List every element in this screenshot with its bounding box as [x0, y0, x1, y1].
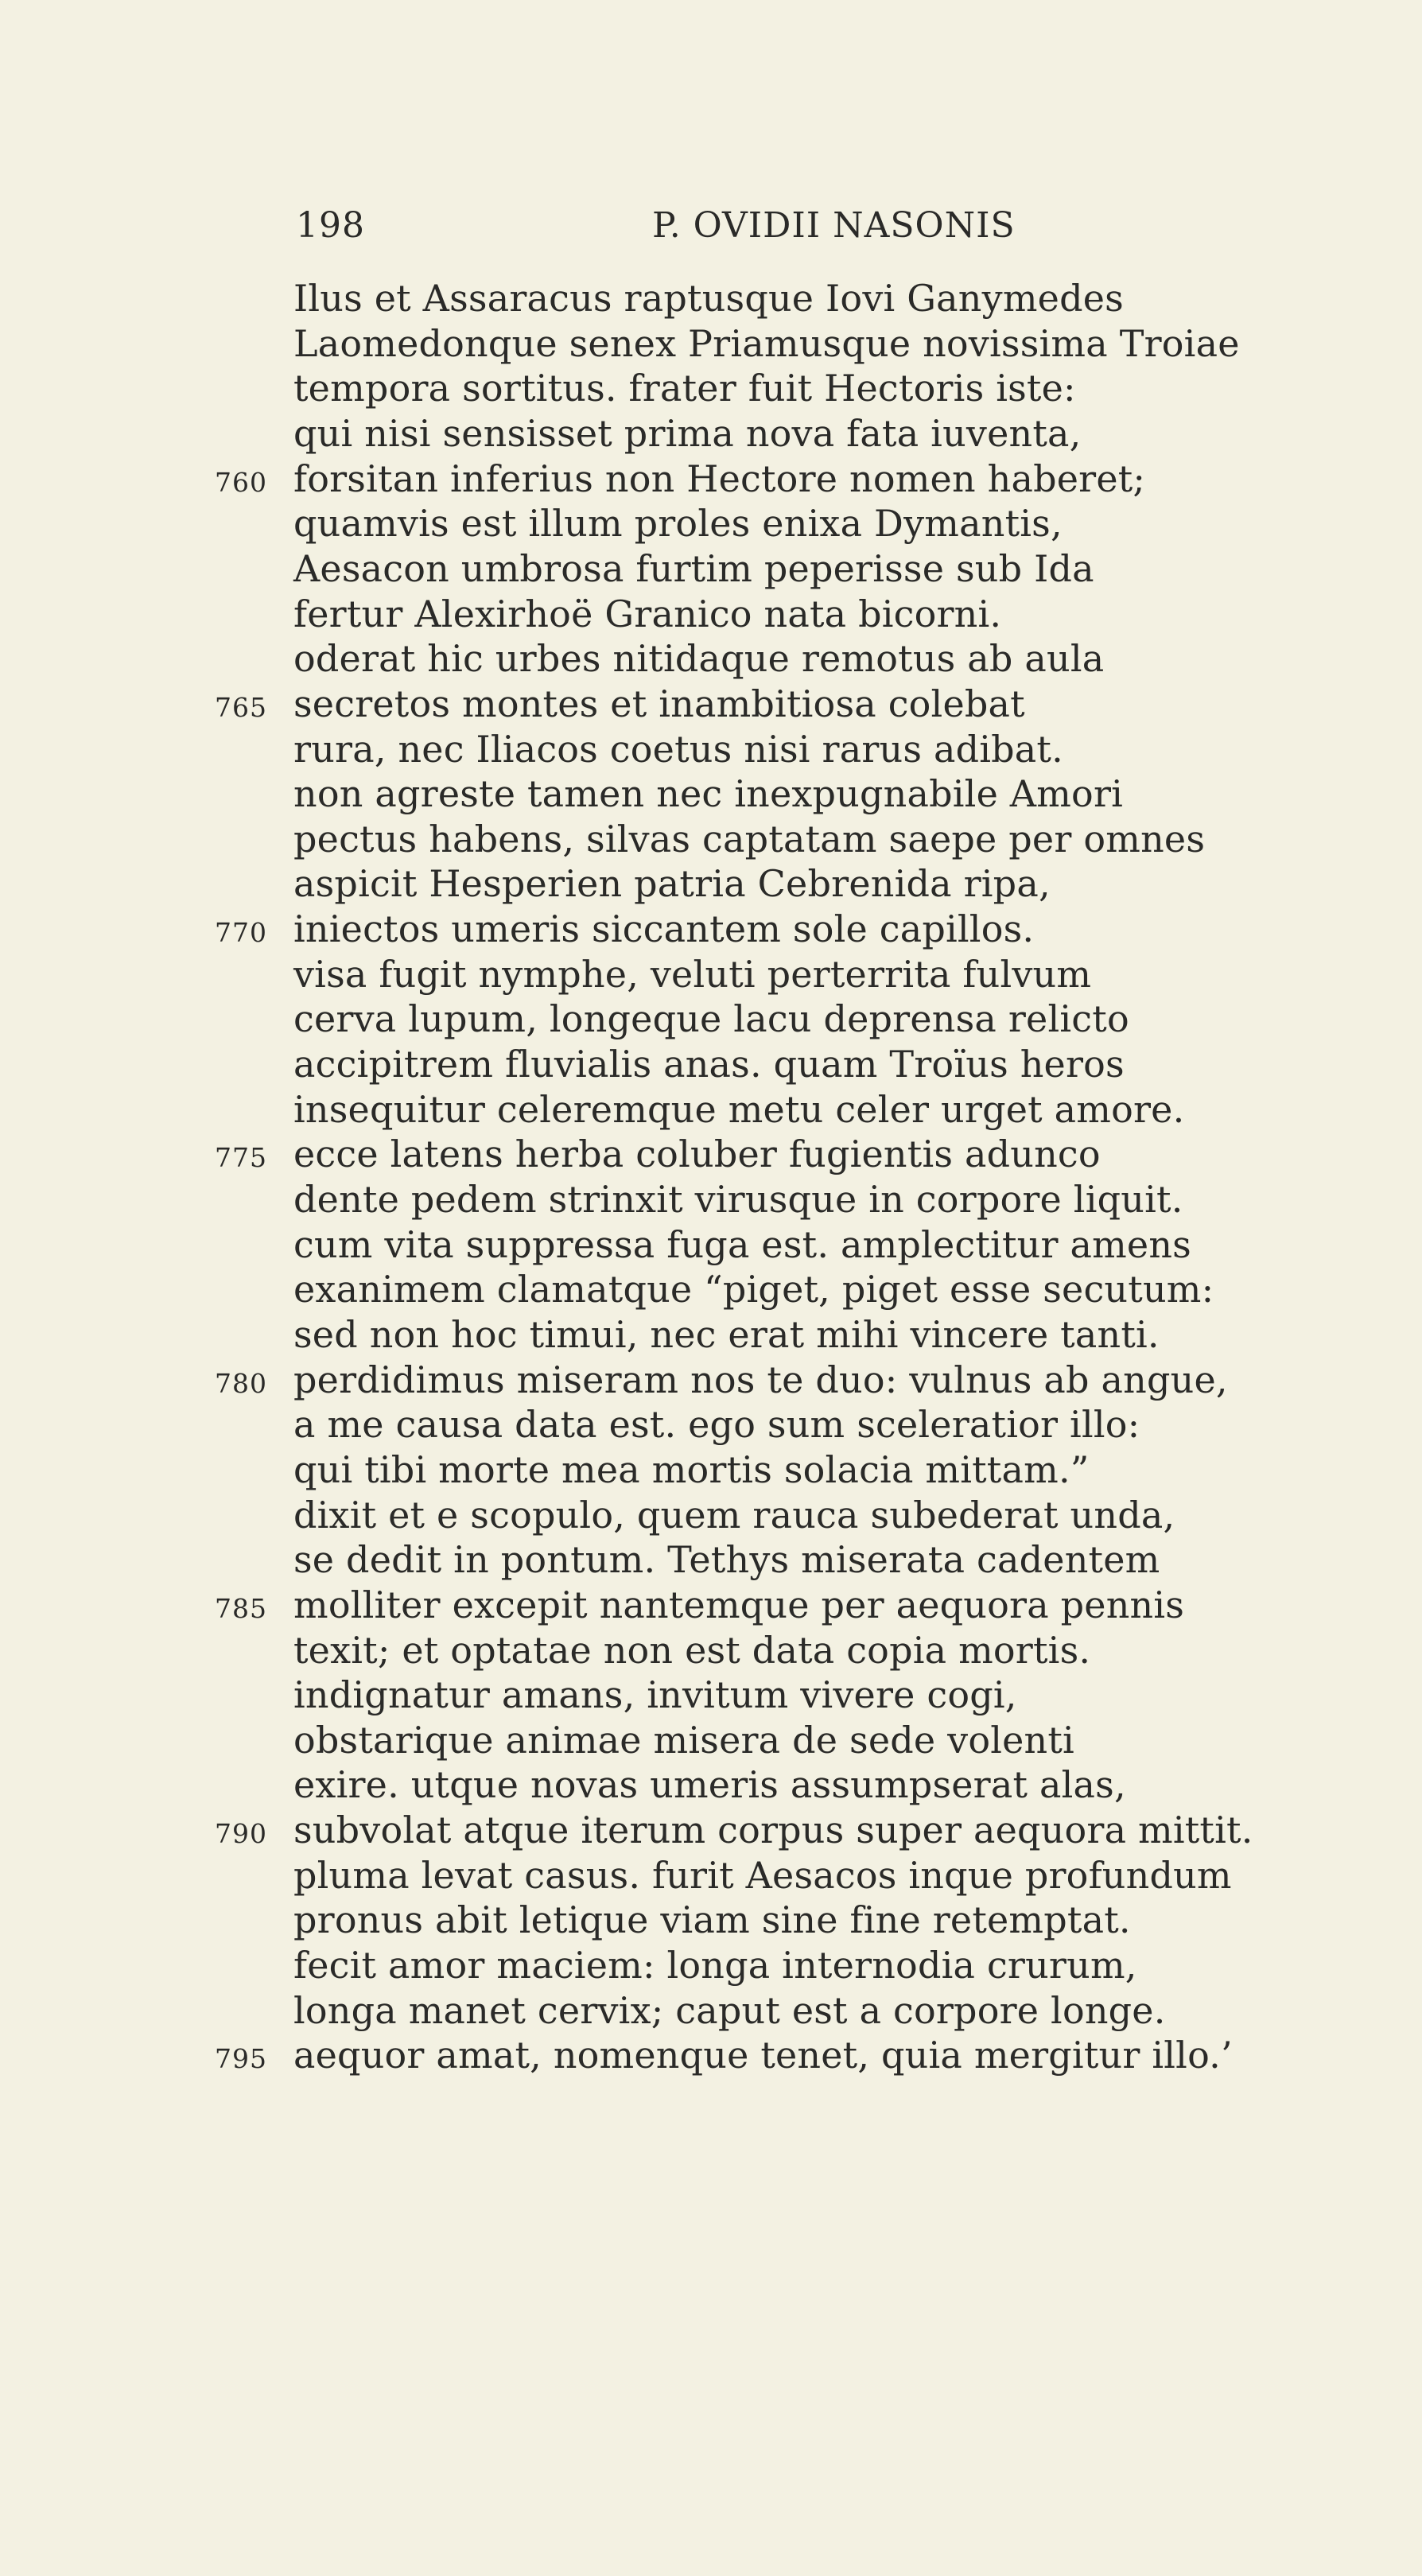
verse-text: dixit et e scopulo, quem rauca subederat unda, — [293, 1493, 1175, 1537]
verse-line — [0, 637, 1422, 682]
verse-line — [0, 547, 1422, 592]
verse-text: exanimem clamatque “piget, piget esse secutum: — [293, 1268, 1214, 1311]
running-head — [296, 205, 1035, 253]
verse-text: Laomedonque senex Priamusque novissima Troiae — [293, 321, 1240, 365]
verse-line — [0, 1763, 1422, 1808]
verse-line — [0, 772, 1422, 817]
verse-text: tempora sortitus. frater fuit Hectoris iste: — [293, 367, 1076, 410]
verse-line — [0, 1809, 1422, 1853]
verse-line — [0, 1448, 1422, 1493]
verse-text: Aesacon umbrosa furtim peperisse sub Ida — [293, 546, 1094, 590]
verse-line — [0, 457, 1422, 502]
verse-line — [0, 862, 1422, 907]
verse-line — [0, 277, 1422, 321]
verse-text: insequitur celeremque metu celer urget amore. — [293, 1087, 1185, 1131]
verse-text: iniectos umeris siccantem sole capillos. — [293, 907, 1035, 951]
verse-text: subvolat atque iterum corpus super aequora mittit. — [293, 1809, 1253, 1852]
verse-text: accipitrem fluvialis anas. quam Troïus heros — [293, 1043, 1125, 1086]
verse-text: pluma levat casus. furit Aesacos inque profundum — [293, 1853, 1232, 1897]
verse-line — [0, 907, 1422, 952]
line-number: 765 — [215, 691, 267, 723]
verse-text: qui tibi morte mea mortis solacia mittam.” — [293, 1447, 1090, 1491]
verse-line — [0, 1989, 1422, 2034]
verse-line — [0, 367, 1422, 411]
verse-text: sed non hoc timui, nec erat mihi vincere tanti. — [293, 1312, 1160, 1356]
verse-text: pronus abit letique viam sine fine retemptat. — [293, 1898, 1131, 1942]
verse-line — [0, 1854, 1422, 1898]
line-number: 790 — [215, 1818, 267, 1850]
verse-line — [0, 1178, 1422, 1222]
verse-text: forsitan inferius non Hectore nomen haberet; — [293, 457, 1146, 500]
verse-text: pectus habens, silvas captatam saepe per omnes — [293, 817, 1206, 861]
verse-line — [0, 1088, 1422, 1133]
line-number: 785 — [215, 1592, 267, 1624]
verse-text: ecce latens herba coluber fugientis adunco — [293, 1133, 1101, 1176]
verse-text: qui nisi sensisset prima nova fata iuventa, — [293, 411, 1082, 455]
verse-text: fertur Alexirhoë Granico nata bicorni. — [293, 592, 1002, 635]
verse-line — [0, 412, 1422, 457]
verse-text: non agreste tamen nec inexpugnabile Amori — [293, 772, 1124, 816]
verse-line — [0, 1629, 1422, 1673]
verse-text: cerva lupum, longeque lacu deprensa relicto — [293, 997, 1129, 1041]
verse-text: visa fugit nymphe, veluti perterrita fulvum — [293, 952, 1092, 996]
verse-text: longa manet cervix; caput est a corpore longe. — [293, 1988, 1166, 2032]
verse-line — [0, 728, 1422, 772]
verse-line — [0, 1898, 1422, 1943]
verse-line — [0, 1583, 1422, 1628]
verse-line — [0, 1043, 1422, 1087]
verse-line — [0, 322, 1422, 367]
verse-text: aequor amat, nomenque tenet, quia mergitur illo.’ — [293, 2034, 1233, 2077]
verse-line — [0, 682, 1422, 727]
verse-line — [0, 1538, 1422, 1583]
line-number: 795 — [215, 2043, 267, 2075]
verse-text: Ilus et Assaracus raptusque Iovi Ganymedes — [293, 277, 1124, 320]
verse-line — [0, 1133, 1422, 1177]
verse-text: a me causa data est. ego sum sceleratior illo: — [293, 1403, 1140, 1447]
verse-text: rura, nec Iliacos coetus nisi rarus adibat. — [293, 727, 1063, 771]
verse-line — [0, 1944, 1422, 1988]
verse-line — [0, 997, 1422, 1042]
line-number: 780 — [215, 1367, 267, 1399]
verse-line — [0, 1358, 1422, 1403]
verse-line — [0, 1268, 1422, 1312]
verse-text: texit; et optatae non est data copia mortis. — [293, 1628, 1091, 1672]
verse-text: indignatur amans, invitum vivere cogi, — [293, 1673, 1017, 1717]
verse-text: quamvis est illum proles enixa Dymantis, — [293, 502, 1063, 546]
verse-text: aspicit Hesperien patria Cebrenida ripa, — [293, 862, 1051, 906]
verse-text: secretos montes et inambitiosa colebat — [293, 682, 1025, 725]
running-title: P. OVIDII NASONIS — [652, 205, 1016, 246]
line-number: 760 — [215, 466, 267, 498]
line-number: 770 — [215, 917, 267, 949]
verse-text: dente pedem strinxit virusque in corpore liquit. — [293, 1178, 1183, 1221]
verse-line — [0, 953, 1422, 997]
verse-line — [0, 1223, 1422, 1268]
verse-text: fecit amor maciem: longa internodia crurum, — [293, 1944, 1137, 1987]
verse-text: oderat hic urbes nitidaque remotus ab aula — [293, 637, 1105, 681]
page-number: 198 — [296, 205, 365, 246]
verse-line — [0, 1719, 1422, 1763]
verse-line — [0, 818, 1422, 862]
verse-text: perdidimus miseram nos te duo: vulnus ab angue, — [293, 1358, 1228, 1401]
verse-line — [0, 1313, 1422, 1358]
verse-line — [0, 593, 1422, 637]
verse-line — [0, 1403, 1422, 1447]
verse-text: obstarique animae misera de sede volenti — [293, 1718, 1074, 1762]
verse-text: exire. utque novas umeris assumpserat alas, — [293, 1763, 1126, 1807]
line-number: 775 — [215, 1142, 267, 1174]
verse-text: se dedit in pontum. Tethys miserata cadentem — [293, 1538, 1160, 1582]
verse-line — [0, 2034, 1422, 2078]
verse-line — [0, 502, 1422, 546]
verse-line — [0, 1673, 1422, 1718]
verse-line — [0, 1494, 1422, 1538]
verse-text: cum vita suppressa fuga est. amplectitur amens — [293, 1222, 1191, 1266]
verse-text: molliter excepit nantemque per aequora pennis — [293, 1583, 1185, 1626]
